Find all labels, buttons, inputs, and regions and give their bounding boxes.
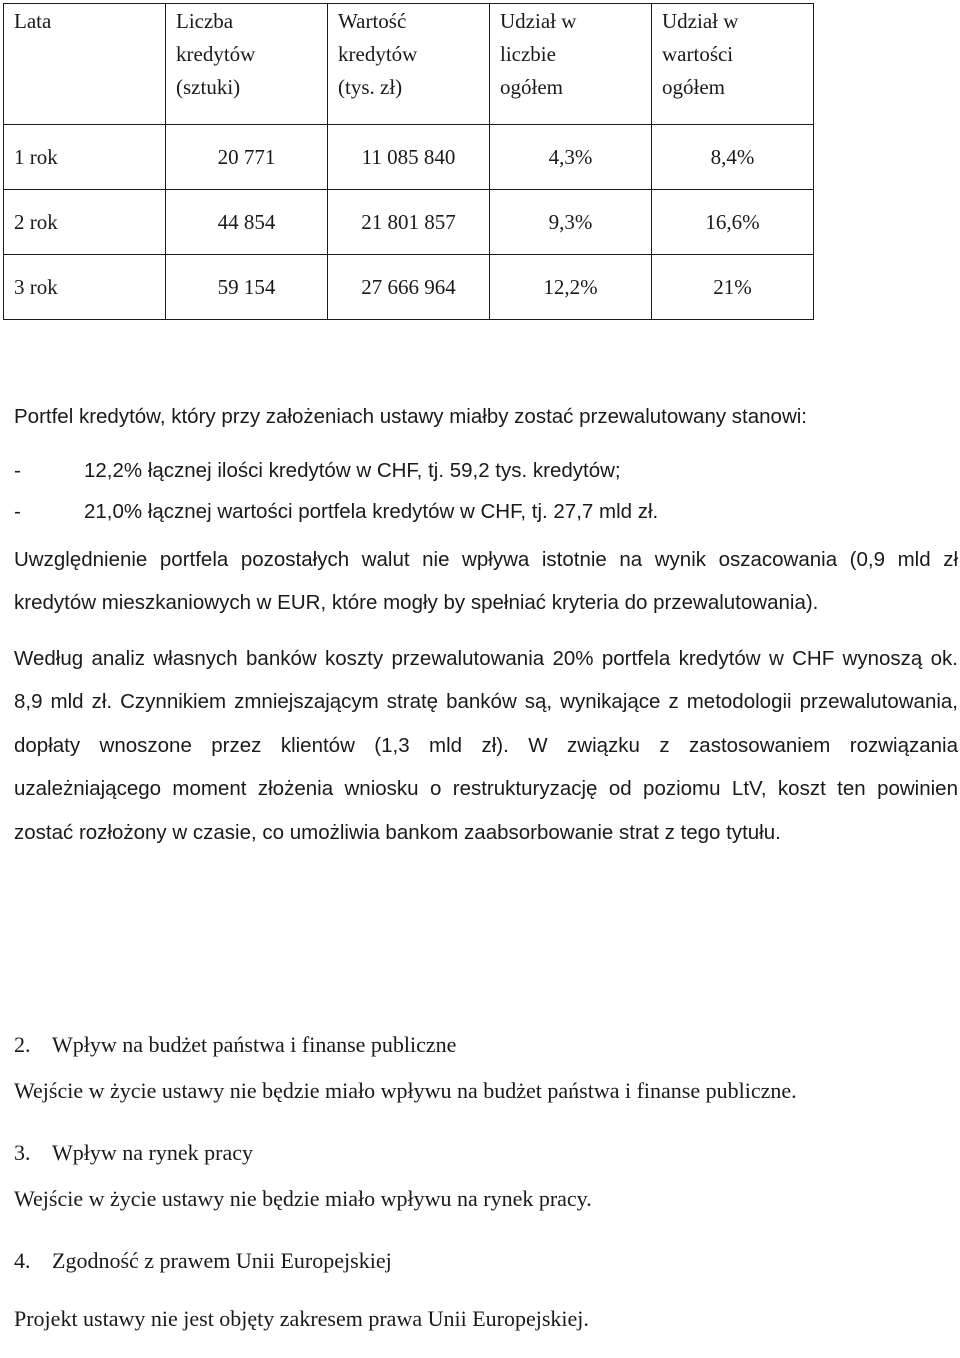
table-cell: 3 rok	[4, 255, 166, 320]
section-text: Wejście w życie ustawy nie będzie miało wpływu na budżet państwa i finanse publiczne.	[14, 1078, 797, 1103]
credit-table	[3, 3, 814, 320]
table-cell: 8,4%	[652, 125, 814, 190]
list-item	[14, 449, 958, 493]
table-cell: 59 154	[166, 255, 328, 320]
header-cell-years: Lata	[4, 4, 166, 125]
section-heading	[14, 1238, 958, 1284]
table-header-row	[4, 4, 814, 125]
table-cell: 1 rok	[4, 125, 166, 190]
header-cell-share-count: Udział w liczbie ogółem	[490, 4, 652, 125]
table-cell: 44 854	[166, 190, 328, 255]
table-cell: 12,2%	[490, 255, 652, 320]
bullet-text: 12,2% łącznej ilości kredytów w CHF, tj. 59,2 tys. kredytów;	[84, 458, 621, 482]
table-cell: 27 666 964	[328, 255, 490, 320]
paragraph-currencies: Uwzględnienie portfela pozostałych walut nie wpływa istotnie na wynik oszacowania (0,9 mld zł kredytów mieszkaniowych w EUR, które mogły by spełniać kryteria do przewalutowania).	[14, 547, 958, 614]
table-cell: 21 801 857	[328, 190, 490, 255]
list-item	[14, 490, 958, 534]
header-cell-count: Liczba kredytów (sztuki)	[166, 4, 328, 125]
impact-sections	[14, 1022, 958, 1358]
section-number: 3.	[14, 1140, 31, 1165]
section-heading	[14, 1022, 958, 1068]
table-cell: 9,3%	[490, 190, 652, 255]
table-cell: 20 771	[166, 125, 328, 190]
paragraph-costs: Według analiz własnych banków koszty przewalutowania 20% portfela kredytów w CHF wynoszą ok. 8,9 mld zł. Czynnikiem zmniejszającym stratę banków są, wynikające z metodologii przewalutowania, dopłaty wnoszone przez klientów (1,3 mld zł). W związku z zastosowaniem rozwiązania uzależniającego moment złożenia wniosku o restrukturyzację od poziomu LtV, koszt ten powinien zostać rozłożony w czasie, co umożliwia bankom zaabsorbowanie strat z tego tytułu.	[14, 646, 958, 844]
bullet-dash: -	[14, 500, 21, 523]
intro-paragraph: Portfel kredytów, który przy założeniach ustawy miałby zostać przewalutowany stanowi:	[14, 405, 808, 428]
header-cell-share-value: Udział w wartości ogółem	[652, 4, 814, 125]
table-row	[4, 255, 814, 320]
table-cell: 2 rok	[4, 190, 166, 255]
body-text	[14, 395, 958, 854]
table-cell: 21%	[652, 255, 814, 320]
table-row	[4, 125, 814, 190]
bullet-text: 21,0% łącznej wartości portfela kredytów w CHF, tj. 27,7 mld zł.	[84, 500, 659, 523]
section-title: Zgodność z prawem Unii Europejskiej	[52, 1248, 392, 1273]
section-title: Wpływ na rynek pracy	[52, 1140, 253, 1165]
section-number: 2.	[14, 1032, 31, 1057]
table-cell: 11 085 840	[328, 125, 490, 190]
section-heading	[14, 1130, 958, 1176]
section-text: Wejście w życie ustawy nie będzie miało wpływu na rynek pracy.	[14, 1186, 592, 1211]
section-title: Wpływ na budżet państwa i finanse publiczne	[52, 1032, 457, 1057]
header-cell-value: Wartość kredytów (tys. zł)	[328, 4, 490, 125]
table-cell: 16,6%	[652, 190, 814, 255]
table-row	[4, 190, 814, 255]
section-number: 4.	[14, 1248, 31, 1273]
bullet-dash: -	[14, 458, 21, 482]
section-text: Projekt ustawy nie jest objęty zakresem prawa Unii Europejskiej.	[14, 1306, 589, 1331]
table-cell: 4,3%	[490, 125, 652, 190]
